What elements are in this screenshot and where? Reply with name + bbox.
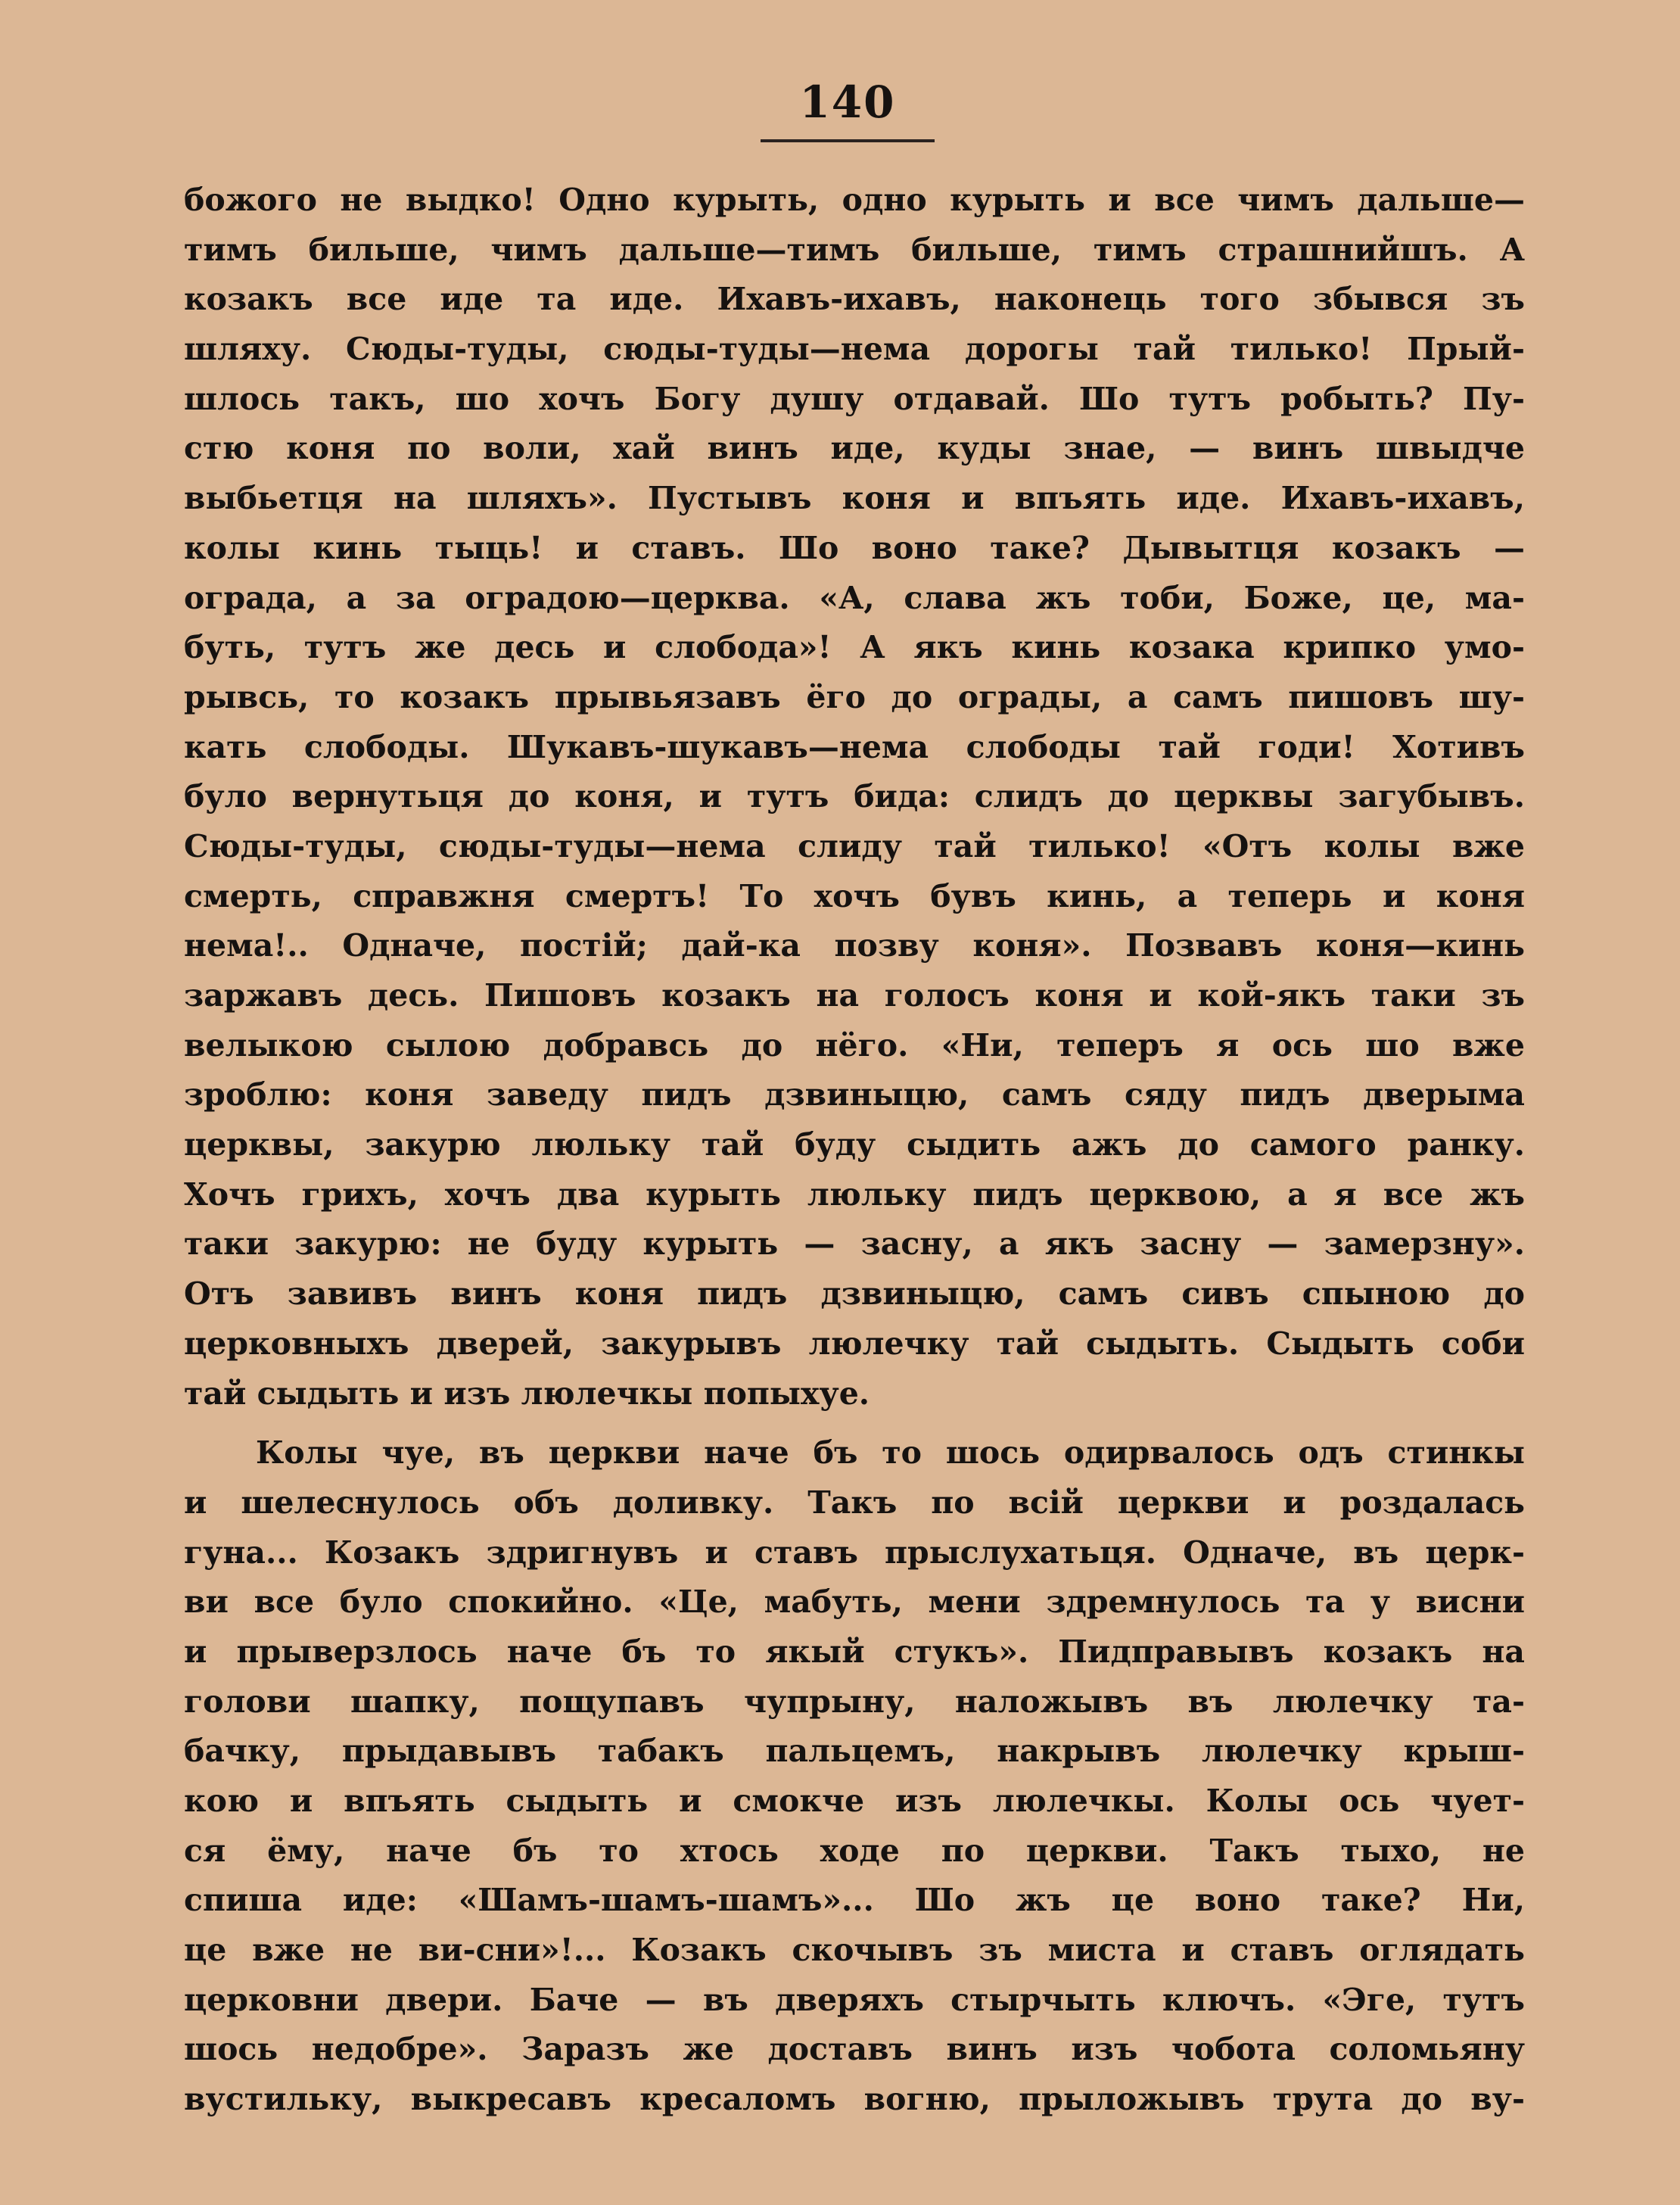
text-line: кать слободы. Шукавъ-шукавъ—нема слободы тай годи! Хотивъ [184, 728, 1525, 765]
text-line: козакъ все иде та иде. Ихавъ-ихавъ, наконець того збывся зъ [184, 281, 1525, 318]
text-line: нема!.. Одначе, постій; дай-ка позву коня». Позвавъ коня—кинь [184, 927, 1525, 964]
text-line: колы кинь тыць! и ставъ. Шо воно таке? Дывытця козакъ — [184, 529, 1525, 566]
text-line: рывсь, то козакъ прывьязавъ ёго до ограды, а самъ пишовъ шу- [184, 678, 1525, 715]
page-number-rule [761, 139, 935, 142]
text-line: стю коня по воли, хай винъ иде, куды знае, — винъ швыдче [184, 430, 1525, 467]
text-line: спиша иде: «Шамъ-шамъ-шамъ»... Шо жъ це воно таке? Ни, [184, 1882, 1525, 1919]
text-line: Отъ завивъ винъ коня пидъ дзвиныцю, самъ сивъ спыною до [184, 1275, 1525, 1313]
text-line: Колы чуе, въ церкви наче бъ то шось одирвалось одъ стинкы [256, 1434, 1525, 1472]
text-line: бачку, прыдавывъ табакъ пальцемъ, накрывъ люлечку крыш- [184, 1733, 1525, 1770]
text-line: ся ёму, наче бъ то хтось ходе по церкви. Такъ тыхо, не [184, 1832, 1525, 1869]
text-line: шляху. Сюды-туды, сюды-туды—нема дорогы тай тилько! Прый- [184, 331, 1525, 368]
text-line: ограда, а за оградою—церква. «А, слава жъ тоби, Боже, це, ма- [184, 579, 1525, 616]
text-line: тимъ бильше, чимъ дальше—тимъ бильше, тимъ страшнийшъ. А [184, 231, 1525, 268]
paragraph-1 [184, 176, 1525, 1419]
text-line: велыкою сылою добравсь до нёго. «Ни, теперъ я ось шо вже [184, 1026, 1525, 1064]
text-line: и шелеснулось объ доливку. Такъ по всій церкви и роздалась [184, 1484, 1525, 1521]
text-line: це вже не ви-сни»!... Козакъ скочывъ зъ миста и ставъ оглядать [184, 1932, 1525, 1969]
text-line: и прыверзлось наче бъ то якый стукъ». Пидправывъ козакъ на [184, 1633, 1525, 1670]
text-line: було вернутьця до коня, и тутъ бида: слидъ до церквы загубывъ. [184, 778, 1525, 815]
paragraph-2 [184, 1428, 1525, 2125]
text-line: тай сыдыть и изъ люлечкы попыхуе. [184, 1375, 870, 1412]
text-line: выбьетця на шляхъ». Пустывъ коня и впъять иде. Ихавъ-ихавъ, [184, 480, 1525, 517]
page-number: 140 [799, 76, 896, 128]
text-line: божого не выдко! Одно курыть, одно курыть и все чимъ дальше— [184, 182, 1525, 218]
paragraph-gap [184, 1419, 1525, 1428]
text-body [184, 176, 1525, 2125]
text-line: шлось такъ, шо хочъ Богу душу отдавай. Шо тутъ робыть? Пу- [184, 380, 1525, 417]
text-line: вустильку, выкресавъ кресаломъ вогню, прыложывъ трута до ву- [184, 2081, 1525, 2118]
text-line: церковни двери. Баче — въ дверяхъ стырчыть ключъ. «Эге, тутъ [184, 1981, 1525, 2018]
text-line: Хочъ грихъ, хочъ два курыть люльку пидъ церквою, а я все жъ [184, 1176, 1525, 1213]
text-line: церквы, закурю люльку тай буду сыдить ажъ до самого ранку. [184, 1126, 1525, 1163]
text-line: голови шапку, пощупавъ чупрыну, наложывъ въ люлечку та- [184, 1683, 1525, 1720]
text-line: таки закурю: не буду курыть — засну, а якъ засну — замерзну». [184, 1226, 1525, 1263]
text-line: ви все було спокийно. «Це, мабуть, мени здремнулось та у висни [184, 1584, 1525, 1621]
text-line: шось недобре». Заразъ же доставъ винъ изъ чобота соломьяну [184, 2031, 1525, 2068]
text-line: смерть, справжня смертъ! То хочъ бувъ кинь, а теперь и коня [184, 877, 1525, 914]
text-line: кою и впъять сыдыть и смокче изъ люлечкы. Колы ось чует- [184, 1783, 1525, 1819]
text-line: буть, тутъ же десь и слобода»! А якъ кинь козака крипко умо- [184, 629, 1525, 666]
text-line: зроблю: коня заведу пидъ дзвиныцю, самъ сяду пидъ дверыма [184, 1076, 1525, 1113]
text-line: заржавъ десь. Пишовъ козакъ на голосъ коня и кой-якъ таки зъ [184, 977, 1525, 1014]
text-line: Сюды-туды, сюды-туды—нема слиду тай тилько! «Отъ колы вже [184, 827, 1525, 864]
text-line: церковныхъ дверей, закурывъ люлечку тай сыдыть. Сыдыть соби [184, 1325, 1525, 1362]
text-line: гуна... Козакъ здригнувъ и ставъ прыслухатьця. Одначе, въ церк- [184, 1534, 1525, 1571]
